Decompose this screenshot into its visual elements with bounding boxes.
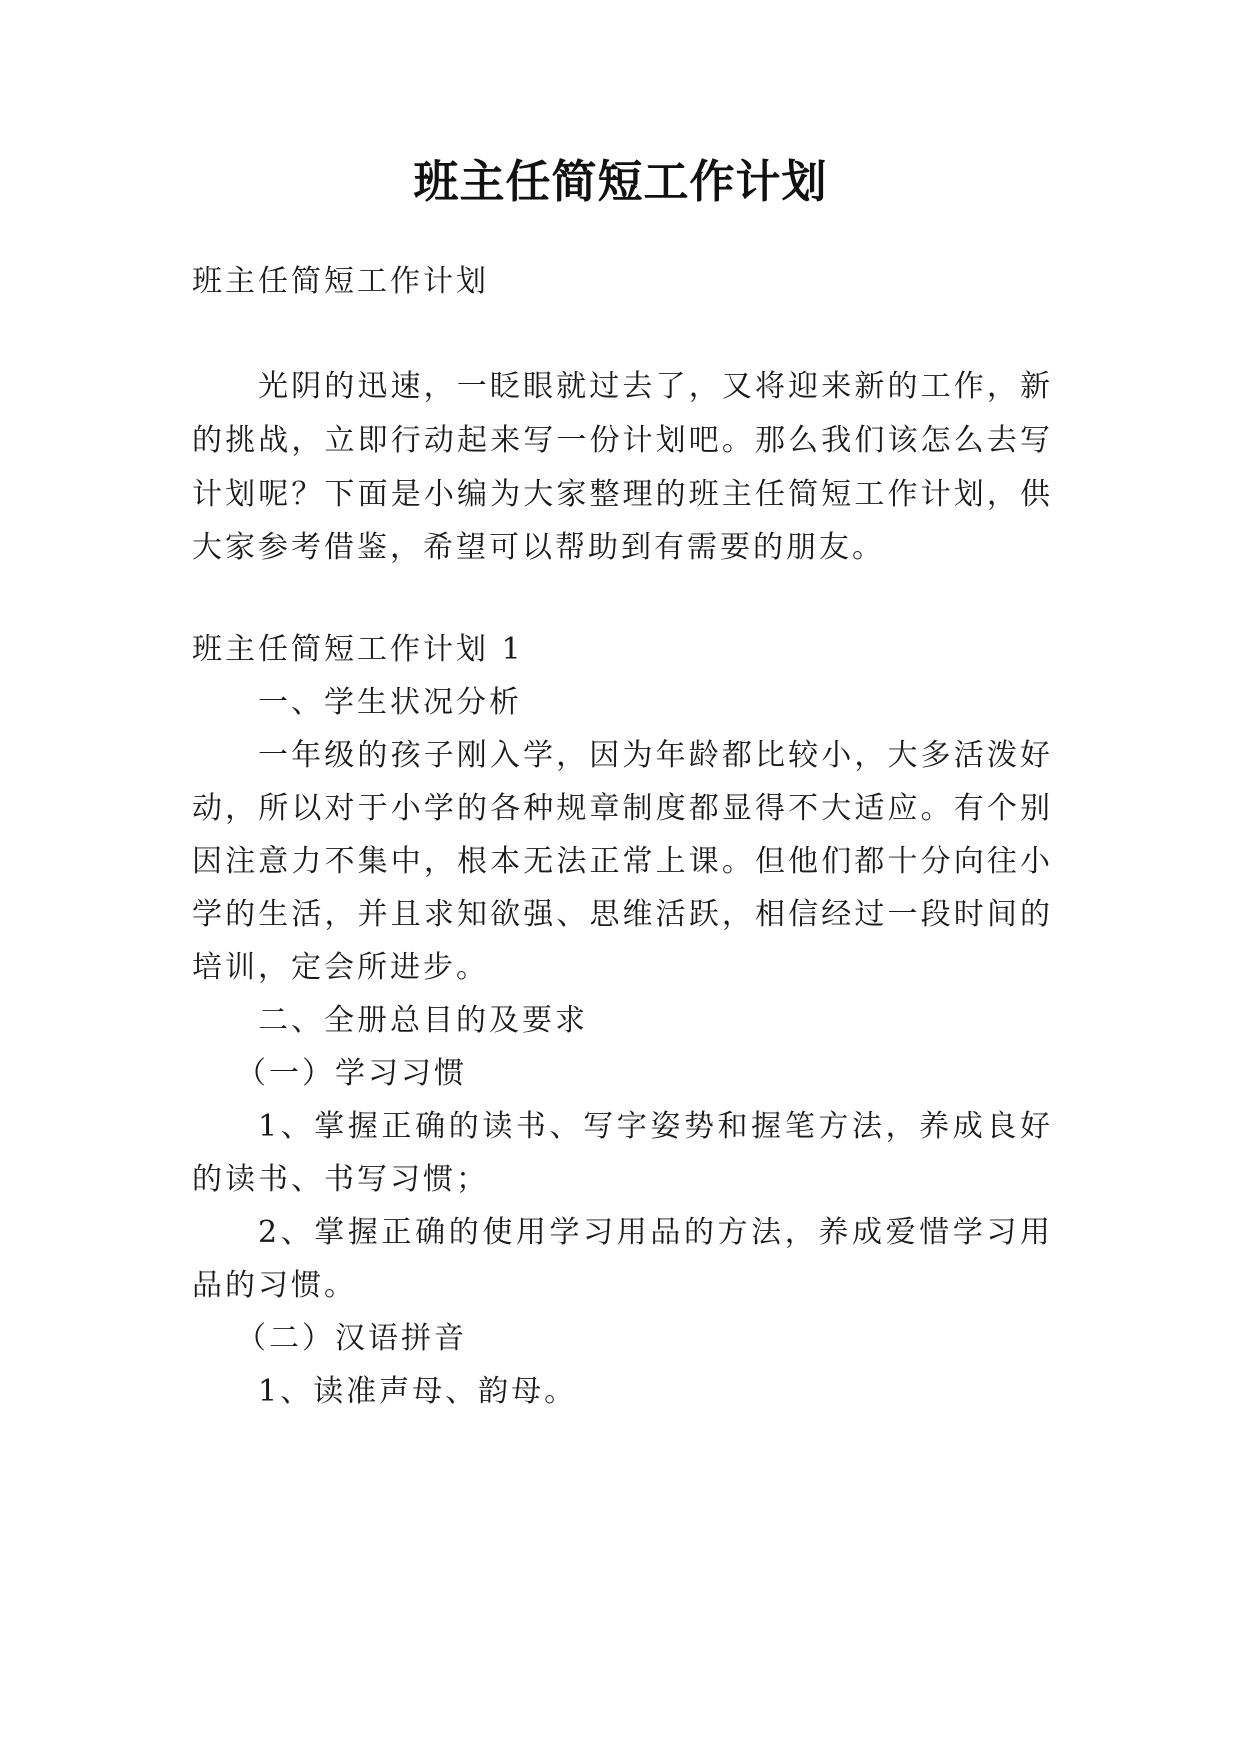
- heading-goals: 二、全册总目的及要求: [258, 1003, 588, 1038]
- section-title: 班主任简短工作计划 1: [192, 632, 524, 667]
- intro-line-1: 光阴的迅速，一眨眼就过去了，又将迎来新的工作，新: [258, 369, 1053, 404]
- analysis-line-4: 学的生活，并且求知欲强、思维活跃，相信经过一段时间的: [192, 897, 1053, 932]
- intro-line-3: 计划呢？下面是小编为大家整理的班主任简短工作计划，供: [192, 477, 1053, 512]
- pinyin-item-1: 1、读准声母、韵母。: [258, 1374, 578, 1409]
- analysis-line-5: 培训，定会所进步。: [192, 950, 489, 985]
- intro-line-4: 大家参考借鉴，希望可以帮助到有需要的朋友。: [192, 530, 885, 565]
- document-subtitle: 班主任简短工作计划: [192, 264, 489, 299]
- analysis-line-3: 因注意力不集中，根本无法正常上课。但他们都十分向往小: [192, 844, 1053, 879]
- document-title: 班主任简短工作计划: [413, 155, 828, 208]
- intro-line-2: 的挑战，立即行动起来写一份计划吧。那么我们该怎么去写: [192, 423, 1053, 458]
- subheading-study-habits: （一）学习习惯: [236, 1056, 467, 1091]
- habit-item-1-line-1: 1、掌握正确的读书、写字姿势和握笔方法，养成良好: [258, 1109, 1053, 1144]
- habit-item-1-line-2: 的读书、书写习惯；: [192, 1162, 489, 1197]
- subheading-pinyin: （二）汉语拼音: [236, 1321, 467, 1356]
- habit-item-2-line-2: 品的习惯。: [192, 1268, 357, 1303]
- analysis-line-1: 一年级的孩子刚入学，因为年龄都比较小，大多活泼好: [258, 738, 1053, 773]
- analysis-line-2: 动，所以对于小学的各种规章制度都显得不大适应。有个别: [192, 791, 1053, 826]
- heading-student-analysis: 一、学生状况分析: [258, 685, 522, 720]
- habit-item-2-line-1: 2、掌握正确的使用学习用品的方法，养成爱惜学习用: [258, 1215, 1053, 1250]
